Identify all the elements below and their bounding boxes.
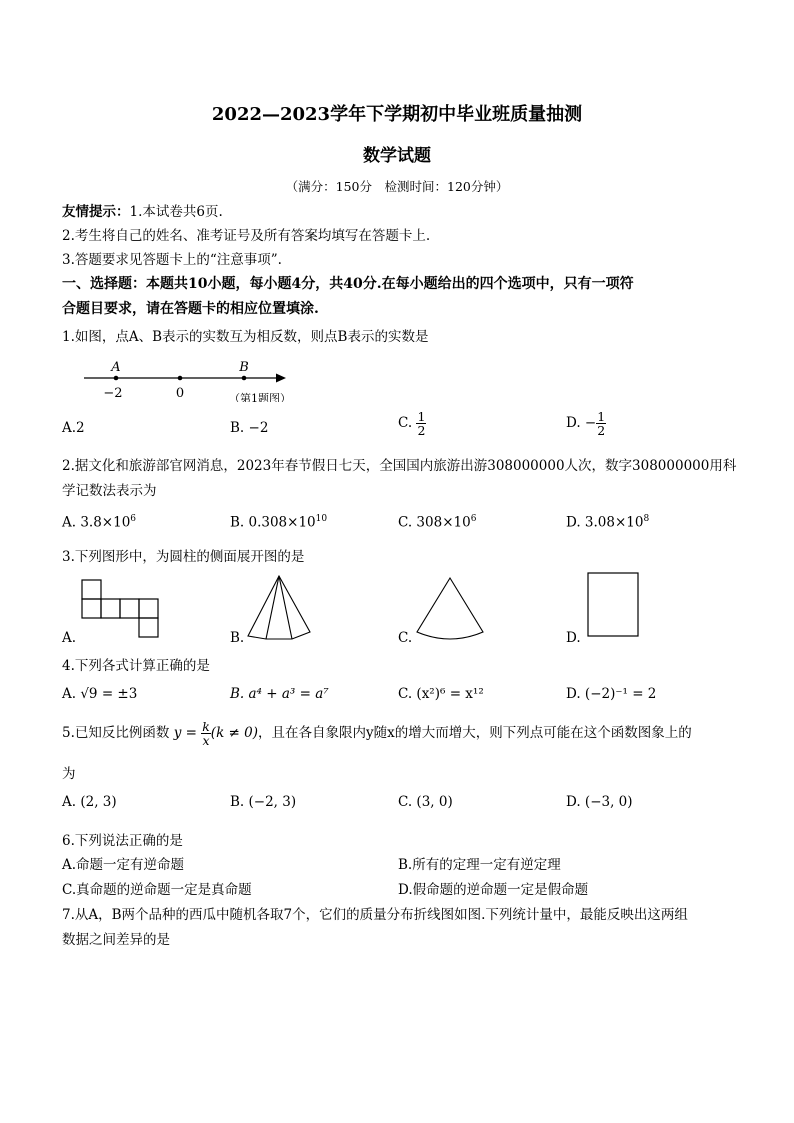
question-6-stem: 6.下列说法正确的是 [62,833,183,849]
fraction-numerator: 1 [417,409,426,424]
tick-label-neg2: −2 [103,386,123,401]
q2-option-b-exponent: 10 [315,514,328,524]
q2-option-d[interactable] [566,514,649,531]
q3-option-b[interactable]: B. [230,630,245,646]
tick-label-0: 0 [175,386,185,401]
rectangle-figure [586,572,640,638]
q3-option-d[interactable]: D. [566,630,581,646]
q1-option-d-fraction [596,410,606,437]
q2-option-c[interactable] [398,514,476,531]
q2-option-b[interactable] [230,514,327,531]
label-a: A [111,360,121,375]
question-2-stem-line-2: 学记数法表示为 [62,483,157,499]
q1-option-b[interactable]: B. −2 [230,420,269,436]
q4-option-c[interactable]: C. (x²)⁶ = x¹² [398,686,484,702]
q1-option-d-prefix: D. − [566,415,597,431]
q5-function-fraction [201,720,211,747]
question-7-stem-line-1: 7.从A，B两个品种的西瓜中随机各取7个，它们的质量分布折线图如图.下列统计量中，最能反映出这两组 [62,907,688,923]
notice-line-1 [62,200,223,220]
origin-point [178,376,183,381]
question-7-stem-line-2: 数据之间差异的是 [62,932,170,948]
section-heading-line-2: 合题目要求，请在答题卡的相应位置填涂. [62,301,319,317]
point-a [114,376,119,381]
number-line-arrow [276,374,286,383]
notice-line-2: 2.考生将自己的姓名、准考证号及所有答案均填写在答题卡上. [62,228,431,244]
q1-option-a[interactable]: A.2 [62,420,85,436]
q2-option-a[interactable] [62,514,136,531]
q4-option-d[interactable]: D. (−2)⁻¹ = 2 [566,686,657,702]
exam-title: 2022—2023学年下学期初中毕业班质量抽测 [211,104,583,125]
q2-option-a-base: A. 3.8×10 [62,514,131,531]
q4-option-a[interactable]: A. √9 = ±3 [62,686,138,702]
exam-subject: 数学试题 [363,146,431,166]
q2-option-c-exponent: 6 [470,514,477,524]
question-1-stem: 1.如图，点A、B表示的实数互为相反数，则点B表示的实数是 [62,329,429,345]
q2-option-b-base: B. 0.308×10 [230,514,316,531]
fraction-numerator: k [202,719,210,734]
notice-label: 友情提示： [62,204,130,220]
q6-option-a[interactable]: A.命题一定有逆命题 [62,857,185,873]
figure-caption: （第1题图） [229,392,291,402]
q6-option-c[interactable]: C.真命题的逆命题一定是真命题 [62,882,252,898]
q5-option-b[interactable]: B. (−2, 3) [230,794,297,810]
q5-option-a[interactable]: A. (2, 3) [62,794,117,810]
q2-option-d-exponent: 8 [643,514,650,524]
question-5-stem-line-2: 为 [62,766,76,782]
q4-option-b[interactable]: B. a⁴ + a³ = a⁷ [230,686,329,702]
sector-figure [414,576,486,642]
q1-option-c-prefix: C. [398,415,413,431]
q5-function-lhs: y = [173,725,197,741]
question-3-stem: 3.下列图形中，为圆柱的侧面展开图的是 [62,549,305,565]
fraction-denominator: x [202,733,210,748]
question-4-stem: 4.下列各式计算正确的是 [62,658,210,674]
q5-stem-prefix: 5.已知反比例函数 [62,725,170,741]
number-line-figure [80,356,295,402]
q5-option-d[interactable]: D. (−3, 0) [566,794,633,810]
pyramid-figure [244,574,314,642]
notice-line-3: 3.答题要求见答题卡上的“注意事项”. [62,252,282,268]
question-5-stem-line-1 [62,720,692,747]
q6-option-b[interactable]: B.所有的定理一定有逆定理 [398,857,561,873]
cube-net-figure [80,578,162,640]
q1-option-d[interactable] [566,410,606,437]
question-2-stem-line-1: 2.据文化和旅游部官网消息，2023年春节假日七天，全国国内旅游出游308000000人次，数字308000000用科 [62,458,737,474]
section-heading-line-1: 一、选择题：本题共10小题，每小题4分，共40分.在每小题给出的四个选项中，只有一项符 [62,276,634,292]
q5-stem-suffix: ，且在各自象限内y随x的增大而增大，则下列点可能在这个函数图象上的 [258,725,692,741]
q1-option-c[interactable] [398,410,426,437]
q1-option-c-fraction [416,410,426,437]
q6-option-d[interactable]: D.假命题的逆命题一定是假命题 [398,882,589,898]
q2-option-c-base: C. 308×10 [398,514,471,531]
fraction-denominator: 2 [597,423,606,438]
fraction-denominator: 2 [417,423,426,438]
point-b [242,376,247,381]
q3-option-c[interactable]: C. [398,630,413,646]
q5-condition: (k ≠ 0) [210,725,258,741]
q3-option-a[interactable]: A. [62,630,77,646]
q5-option-c[interactable]: C. (3, 0) [398,794,453,810]
exam-meta: （满分：150分 检测时间：120分钟） [285,179,509,194]
notice-text-1: 1.本试卷共6页. [129,204,223,220]
label-b: B [239,360,249,375]
q2-option-a-exponent: 6 [130,514,137,524]
q2-option-d-base: D. 3.08×10 [566,514,644,531]
fraction-numerator: 1 [597,409,606,424]
